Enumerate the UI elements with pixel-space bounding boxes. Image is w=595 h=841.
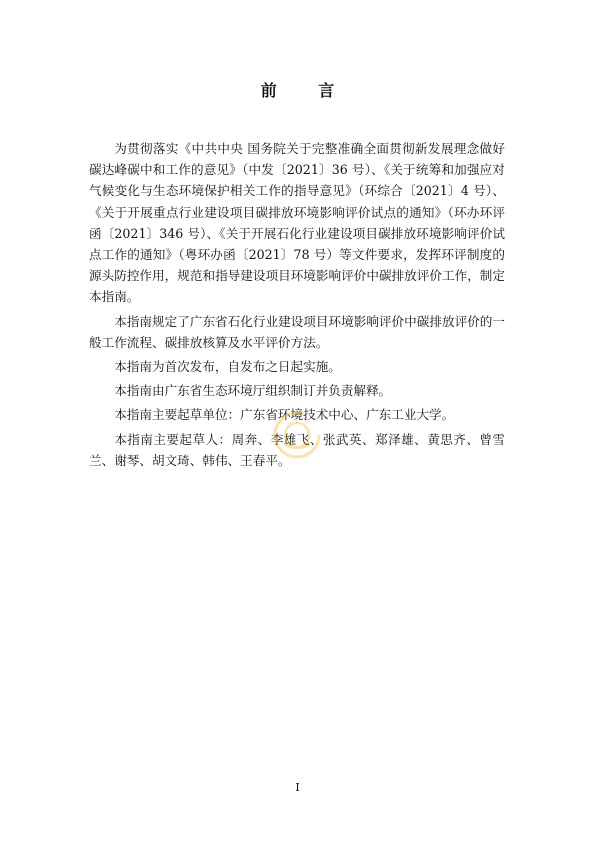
preface-body — [89, 138, 505, 474]
paragraph-scope: 本指南规定了广东省石化行业建设项目环境影响评价中碳排放评价的一般工作流程、碳排放核算及水平评价方法。 — [89, 313, 505, 350]
paragraph-background: 为贯彻落实《中共中央 国务院关于完整准确全面贯彻新发展理念做好碳达峰碳中和工作的意见》（中发〔2021〕36 号）、《关于统筹和加强应对气候变化与生态环境保护相关工作的指导意见》（环综合〔2021〕4 号）、《关于开展重点行业建设项目碳排放环境影响评价试点的通知》（环办环评函〔2021〕346 号）、《关于开展石化行业建设项目碳排放环境影响评价试点工作的通知》（粤环办函〔2021〕78 号）等文件要求，发挥环评制度的源头防控作用，规范和指导建设项目环境影响评价中碳排放评价工作，制定本指南。 — [89, 141, 505, 305]
page-number: I — [295, 781, 300, 794]
page-title: 前 言 — [260, 81, 353, 100]
paragraph-effective: 本指南为首次发布，自发布之日起实施。 — [114, 359, 341, 375]
paragraph-drafting-units: 本指南主要起草单位：广东省环境技术中心、广东工业大学。 — [114, 407, 455, 423]
paragraph-interpretation: 本指南由广东省生态环境厅组织制订并负责解释。 — [114, 383, 392, 399]
paragraph-drafters: 本指南主要起草人：周奔、李雄飞、张武英、郑泽雄、黄思齐、曾雪兰、谢琴、胡文琦、韩伟、王春平。 — [89, 431, 505, 468]
